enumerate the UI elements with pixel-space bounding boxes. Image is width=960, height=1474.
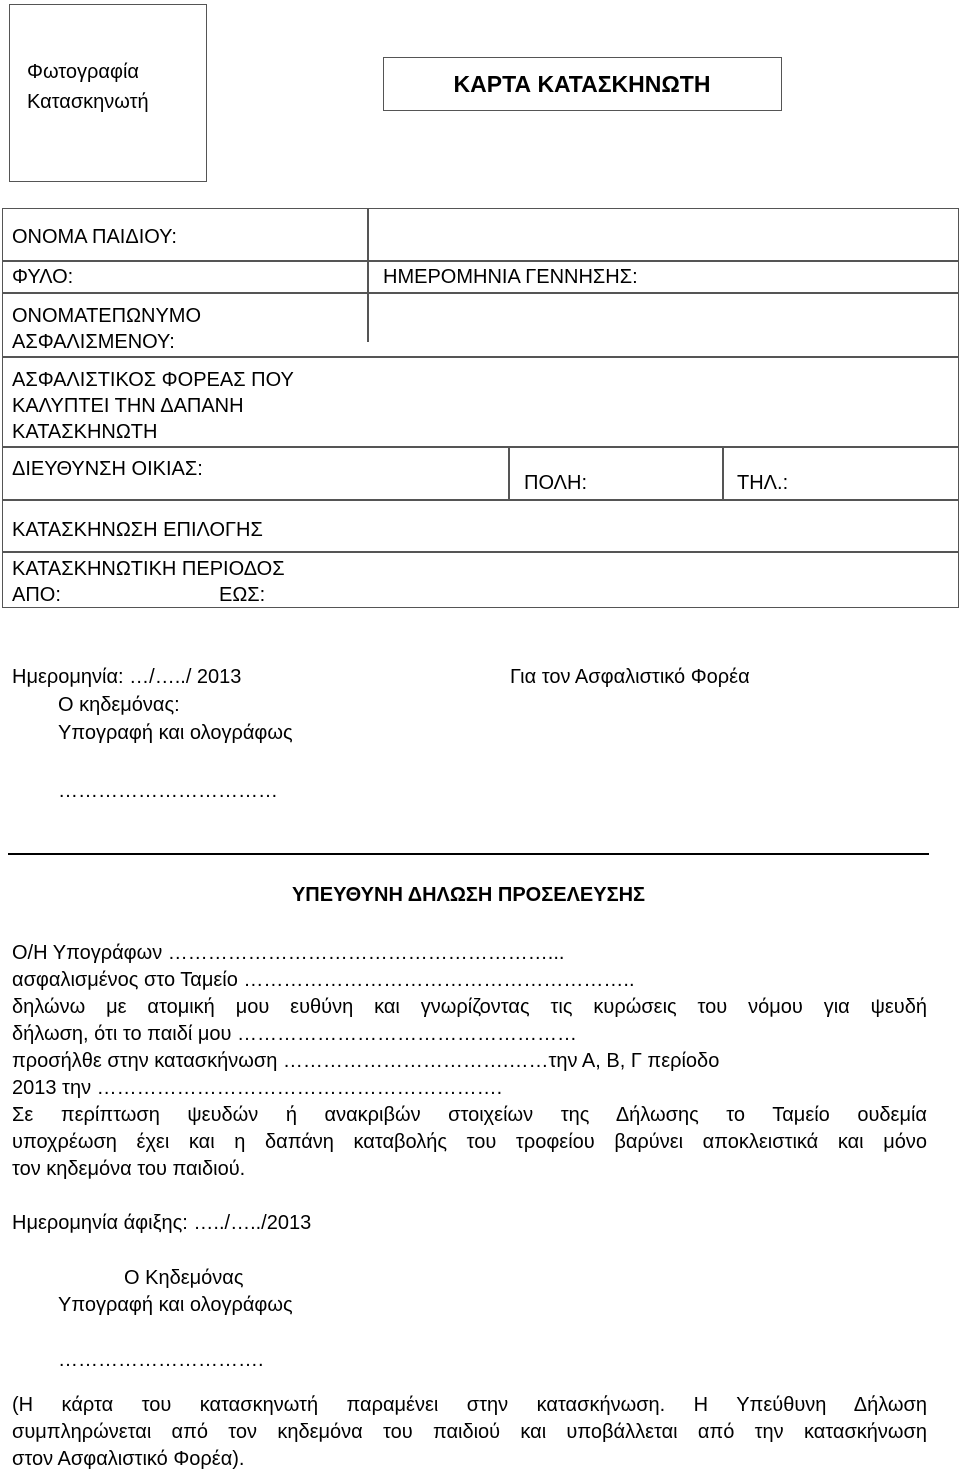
declaration-line-5: προσήλθε στην κατασκήνωση …………………………….……την Α, Β, Γ περίοδο (12, 1050, 720, 1072)
form-row-divider-6 (2, 551, 959, 553)
form-row-divider-1 (2, 260, 959, 262)
arrival-date: Ημερομηνία άφιξης: …../…../2013 (12, 1212, 312, 1234)
form-row-divider-3 (2, 356, 959, 358)
title-box (383, 57, 782, 111)
insurer-label-line2: ΚΑΛΥΠΤΕΙ ΤΗΝ ΔΑΠΑΝΗ (12, 395, 244, 417)
declaration-line-9: τον κηδεμόνα του παιδιού. (12, 1158, 246, 1180)
form-column-divider (367, 208, 369, 342)
guardian-label: Ο κηδεμόνας: (58, 694, 180, 716)
camp-period-label: ΚΑΤΑΣΚΗΝΩΤΙΚΗ ΠΕΡΙΟΔΟΣ (12, 558, 285, 580)
phone-cell-divider (722, 446, 724, 500)
signature-label: Υπογραφή και ολογράφως (58, 722, 293, 744)
photo-box-label-line1: Φωτογραφία (27, 61, 139, 83)
photo-box (9, 4, 207, 182)
city-cell-divider (508, 446, 510, 500)
child-name-label: ΟΝΟΜΑ ΠΑΙΔΙΟΥ: (12, 226, 177, 248)
form-row-divider-2 (2, 292, 959, 294)
city-label: ΠΟΛΗ: (524, 472, 587, 494)
footer-note-line-3: στον Ασφαλιστικό Φορέα). (12, 1448, 245, 1470)
declaration-guardian-label: Ο Κηδεμόνας (124, 1267, 244, 1289)
phone-label: ΤΗΛ.: (737, 472, 789, 494)
footer-note-line-1: (Η κάρτα του κατασκηνωτή παραμένει στην κατασκήνωση. Η Υπεύθυνη Δήλωση (12, 1394, 927, 1416)
from-label: ΑΠΟ: (12, 584, 61, 606)
insurer-label-line3: ΚΑΤΑΣΚΗΝΩΤΗ (12, 421, 158, 443)
date-line: Ημερομηνία: …/…../ 2013 (12, 666, 242, 688)
to-label: ΕΩΣ: (219, 584, 266, 606)
declaration-line-2: ασφαλισμένος στο Ταμείο ………………………………………………….. (12, 969, 635, 991)
declaration-line-6: 2013 την ……………………………………………………. (12, 1077, 503, 1099)
insurer-label-line1: ΑΣΦΑΛΙΣΤΙΚΟΣ ΦΟΡΕΑΣ ΠΟΥ (12, 369, 294, 391)
footer-note-line-2: συμπληρώνεται από τον κηδεμόνα του παιδιού και υποβάλλεται από την κατασκήνωση (12, 1421, 927, 1443)
insured-name-label-line2: ΑΣΦΑΛΙΣΜΕΝΟΥ: (12, 331, 175, 353)
declaration-signature-dots: …………………………. (58, 1349, 264, 1371)
declaration-line-8: υποχρέωση έχει και η δαπάνη καταβολής του τροφείου βαρύνει αποκλειστικά και μόνο (12, 1131, 927, 1153)
signature-dots: …………………………… (58, 780, 278, 802)
declaration-line-3: δηλώνω με ατομική μου ευθύνη και γνωρίζοντας τις κυρώσεις του νόμου για ψευδή (12, 996, 927, 1018)
form-row-divider-5 (2, 499, 959, 501)
photo-box-label-line2: Κατασκηνωτή (27, 91, 149, 113)
birth-date-label: ΗΜΕΡΟΜΗΝΙΑ ΓΕΝΝΗΣΗΣ: (383, 266, 638, 288)
declaration-title: ΥΠΕΥΘΥΝΗ ΔΗΛΩΣΗ ΠΡΟΣΕΛΕΥΣΗΣ (291, 884, 646, 906)
insured-name-label-line1: ΟΝΟΜΑΤΕΠΩΝΥΜΟ (12, 305, 202, 327)
form-row-divider-4 (2, 446, 959, 448)
declaration-line-7: Σε περίπτωση ψευδών ή ανακριβών στοιχείων της Δήλωσης το Ταμείο ουδεμία (12, 1104, 927, 1126)
declaration-signature-label: Υπογραφή και ολογράφως (58, 1294, 293, 1316)
declaration-line-1: Ο/Η Υπογράφων …………………………………………………... (12, 942, 565, 964)
insurer-sign-label: Για τον Ασφαλιστικό Φορέα (510, 666, 750, 688)
page-title: ΚΑΡΤΑ ΚΑΤΑΣΚΗΝΩΤΗ (453, 71, 711, 97)
home-address-label: ΔΙΕΥΘΥΝΣΗ ΟΙΚΙΑΣ: (12, 458, 203, 480)
section-separator (8, 853, 929, 855)
gender-label: ΦΥΛΟ: (12, 266, 74, 288)
camp-choice-label: ΚΑΤΑΣΚΗΝΩΣΗ ΕΠΙΛΟΓΗΣ (12, 519, 263, 541)
declaration-line-4: δήλωση, ότι το παιδί μου …………………………………………… (12, 1023, 577, 1045)
